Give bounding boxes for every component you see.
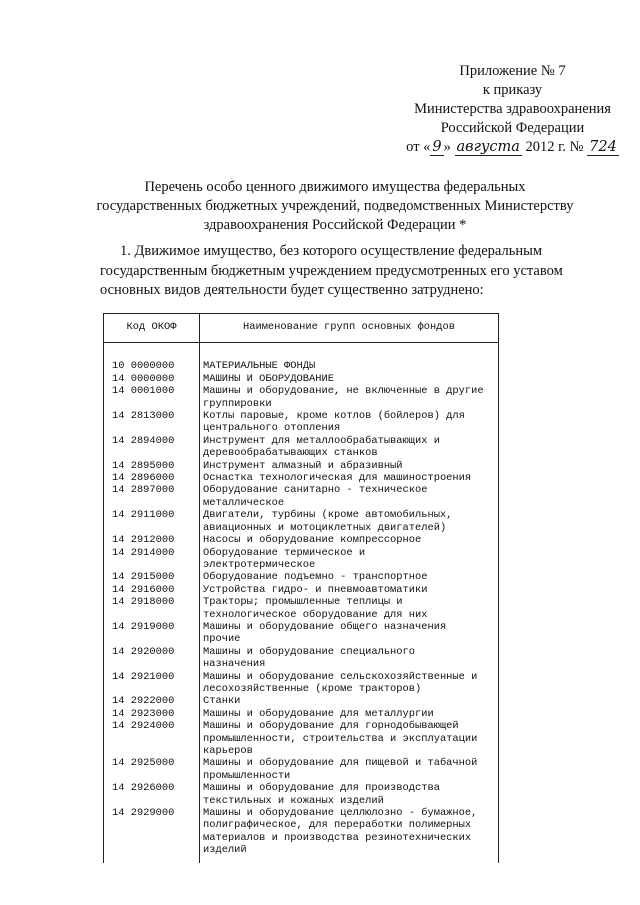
okof-code-cell: 14 2926000 xyxy=(104,782,200,807)
column-header-code: Код ОКОФ xyxy=(104,314,200,343)
asset-group-name-cell: МАШИНЫ И ОБОРУДОВАНИЕ xyxy=(200,373,499,385)
okof-code-cell: 14 2911000 xyxy=(104,509,200,534)
okof-code-cell: 14 2925000 xyxy=(104,757,200,782)
table-row xyxy=(104,385,499,410)
order-date-line xyxy=(395,138,630,157)
okof-code-cell: 14 2813000 xyxy=(104,410,200,435)
okof-code-cell: 14 2914000 xyxy=(104,547,200,572)
okof-code-cell: 14 0001000 xyxy=(104,385,200,410)
okof-code-cell: 14 2912000 xyxy=(104,534,200,546)
okof-code-cell: 14 2921000 xyxy=(104,671,200,696)
asset-group-name-cell: Оборудование термическое и электротермическое xyxy=(200,547,499,572)
okof-code-cell: 14 2924000 xyxy=(104,720,200,757)
paragraph-line-2: государственным бюджетным учреждением предусмотренных его уставом xyxy=(100,262,563,279)
table-row xyxy=(104,757,499,782)
paragraph-line-1: 1. Движимое имущество, без которого осуществление федеральным xyxy=(120,243,543,259)
table-row xyxy=(104,571,499,583)
appendix-number: Приложение № 7 xyxy=(459,63,566,79)
table-row xyxy=(104,671,499,696)
table-row xyxy=(104,410,499,435)
asset-group-name-cell: МАТЕРИАЛЬНЫЕ ФОНДЫ xyxy=(200,343,499,373)
table-row xyxy=(104,782,499,807)
okof-code-cell: 14 0000000 xyxy=(104,373,200,385)
handwritten-month: августа xyxy=(456,139,520,155)
document-title xyxy=(60,178,610,235)
table-row xyxy=(104,584,499,596)
table-row xyxy=(104,472,499,484)
handwritten-order-number: 724 xyxy=(589,139,617,155)
okof-code-cell: 14 2922000 xyxy=(104,695,200,707)
okof-code-cell: 14 2929000 xyxy=(104,807,200,863)
asset-group-name-cell: Оборудование санитарно - техническое металлическое xyxy=(200,484,499,509)
asset-group-name-cell: Машины и оборудование для горнодобывающей промышленности, строительства и эксплуатации карьеров xyxy=(200,720,499,757)
paragraph-line-3: основных видов деятельности будет существенно затруднено: xyxy=(100,282,484,298)
asset-group-name-cell: Машины и оборудование для пищевой и табачной промышленности xyxy=(200,757,499,782)
title-line-3: здравоохранения Российской Федерации * xyxy=(203,217,467,233)
asset-group-name-cell: Машины и оборудование сельскохозяйственные и лесохозяйственные (кроме тракторов) xyxy=(200,671,499,696)
table-row xyxy=(104,596,499,621)
okof-code-cell: 10 0000000 xyxy=(104,343,200,373)
asset-group-name-cell: Машины и оборудование специального назначения xyxy=(200,646,499,671)
table-row xyxy=(104,720,499,757)
asset-group-name-cell: Насосы и оборудование компрессорное xyxy=(200,534,499,546)
table-row xyxy=(104,509,499,534)
asset-group-name-cell: Инструмент для металлообрабатывающих и деревообрабатывающих станков xyxy=(200,435,499,460)
table-row xyxy=(104,460,499,472)
asset-group-name-cell: Машины и оборудование общего назначения прочие xyxy=(200,621,499,646)
table-header-row xyxy=(104,314,499,343)
table-row xyxy=(104,373,499,385)
table-row xyxy=(104,484,499,509)
table-body xyxy=(104,343,499,863)
asset-group-name-cell: Инструмент алмазный и абразивный xyxy=(200,460,499,472)
year-and-number-label: 2012 г. № xyxy=(525,139,584,155)
okof-code-cell: 14 2918000 xyxy=(104,596,200,621)
okof-code-cell: 14 2897000 xyxy=(104,484,200,509)
table-row xyxy=(104,695,499,707)
asset-group-name-cell: Машины и оборудование для производства текстильных и кожаных изделий xyxy=(200,782,499,807)
asset-group-name-cell: Тракторы; промышленные теплицы и технологическое оборудование для них xyxy=(200,596,499,621)
asset-group-name-cell: Станки xyxy=(200,695,499,707)
table-row xyxy=(104,807,499,863)
table-row xyxy=(104,534,499,546)
table-row xyxy=(104,646,499,671)
table-row xyxy=(104,343,499,373)
okof-code-cell: 14 2919000 xyxy=(104,621,200,646)
okof-table xyxy=(103,313,499,863)
order-label: к приказу xyxy=(482,82,543,98)
title-line-1: Перечень особо ценного движимого имущества федеральных xyxy=(144,179,526,195)
okof-code-cell: 14 2916000 xyxy=(104,584,200,596)
date-separator: » xyxy=(443,139,451,155)
asset-group-name-cell: Машины и оборудование, не включенные в другие группировки xyxy=(200,385,499,410)
asset-group-name-cell: Двигатели, турбины (кроме автомобильных, авиационных и мотоциклетных двигателей) xyxy=(200,509,499,534)
handwritten-day: 9 xyxy=(432,139,442,155)
table-row xyxy=(104,621,499,646)
okof-code-cell: 14 2896000 xyxy=(104,472,200,484)
date-prefix: от « xyxy=(406,139,431,155)
asset-group-name-cell: Устройства гидро- и пневмоавтоматики xyxy=(200,584,499,596)
table-row xyxy=(104,547,499,572)
okof-code-cell: 14 2920000 xyxy=(104,646,200,671)
asset-group-name-cell: Котлы паровые, кроме котлов (бойлеров) для центрального отопления xyxy=(200,410,499,435)
asset-group-name-cell: Машины и оборудование для металлургии xyxy=(200,708,499,720)
okof-code-cell: 14 2895000 xyxy=(104,460,200,472)
okof-code-cell: 14 2915000 xyxy=(104,571,200,583)
title-line-2: государственных бюджетных учреждений, подведомственных Министерству xyxy=(96,198,574,214)
asset-group-name-cell: Оборудование подъемно - транспортное xyxy=(200,571,499,583)
column-header-name: Наименование групп основных фондов xyxy=(200,314,499,343)
okof-code-cell: 14 2894000 xyxy=(104,435,200,460)
asset-group-name-cell: Машины и оборудование целлюлозно - бумажное, полиграфическое, для переработки полимерных материалов и производства резинотехнических изделий xyxy=(200,807,499,863)
table-row xyxy=(104,708,499,720)
table-row xyxy=(104,435,499,460)
okof-code-cell: 14 2923000 xyxy=(104,708,200,720)
order-reference-block xyxy=(395,62,630,157)
section-1-paragraph xyxy=(100,242,610,301)
ministry-name: Министерства здравоохранения xyxy=(414,101,611,117)
asset-group-name-cell: Оснастка технологическая для машиностроения xyxy=(200,472,499,484)
country-name: Российской Федерации xyxy=(440,120,585,136)
